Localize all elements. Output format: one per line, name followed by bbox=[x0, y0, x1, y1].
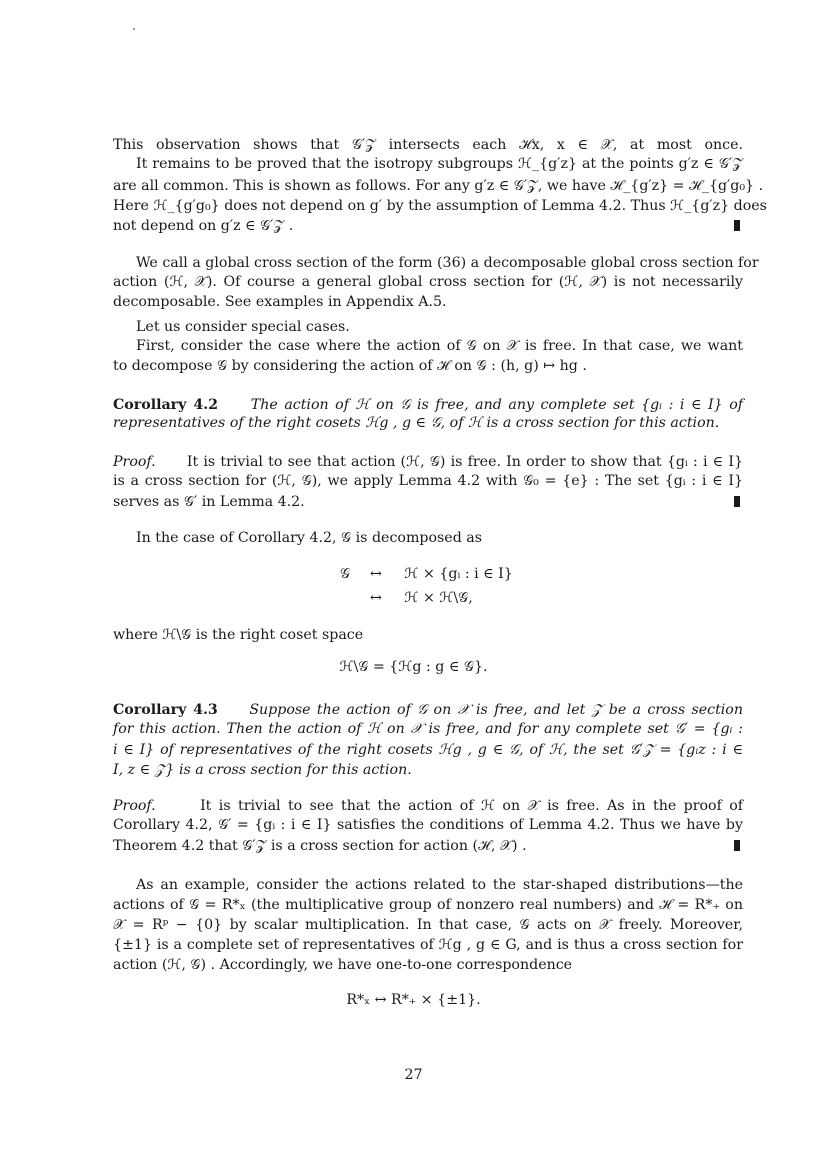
text-line: where ℋ\𝒢 is the right coset space bbox=[113, 627, 364, 643]
proof-line: Corollary 4.2, 𝒢′ = {gᵢ : i ∈ I} satisfies the conditions of Lemma 4.2. Thus we have by bbox=[113, 817, 743, 833]
text-line: action (ℋ, 𝒳). Of course a general global cross section for (ℋ, 𝒳) is not necessarily bbox=[113, 274, 743, 290]
display-equation: R*ₓ ↔ R*₊ × {±1}. bbox=[346, 992, 481, 1008]
corollary-line bbox=[113, 396, 743, 414]
proof-text: It is trivial to see that action (ℋ, 𝒢) is free. In order to show that {gᵢ : i ∈ I} bbox=[186, 454, 744, 470]
corollary-line: I, z ∈ 𝒵} is a cross section for this action. bbox=[113, 762, 412, 778]
display-row: ↔ ℋ × {gᵢ : i ∈ I} bbox=[370, 566, 513, 582]
qed-mark bbox=[734, 496, 740, 507]
proof-line: is a cross section for (ℋ, 𝒢), we apply Lemma 4.2 with 𝒢₀ = {e} : The set {gᵢ : i ∈ I} bbox=[113, 473, 743, 489]
corollary-label: Corollary 4.3 bbox=[113, 702, 218, 718]
corollary-line bbox=[113, 701, 743, 719]
proof-line bbox=[113, 453, 743, 471]
corollary-text: Suppose the action of 𝒢 on 𝒳 is free, and let 𝒵 be a cross section bbox=[249, 702, 743, 718]
display-lhs: 𝒢 bbox=[340, 566, 351, 582]
text-line: It remains to be proved that the isotropy subgroups ℋ_{g′z} at the points g′z ∈ 𝒢′𝒵 bbox=[136, 156, 743, 172]
page-number: 27 bbox=[404, 1067, 423, 1083]
text-line: {±1} is a complete set of representatives of ℋg , g ∈ G, and is thus a cross section for bbox=[113, 937, 743, 953]
scan-speck bbox=[133, 28, 135, 30]
proof-text: It is trivial to see that the action of ℋ on 𝒳 is free. As in the proof of bbox=[200, 798, 744, 814]
text-line: to decompose 𝒢 by considering the action of ℋ on 𝒢 : (h, g) ↦ hg . bbox=[113, 358, 587, 374]
display-equation: ℋ\𝒢 = {ℋg : g ∈ 𝒢}. bbox=[339, 659, 488, 675]
proof-label: Proof. bbox=[113, 798, 156, 814]
proof-line: serves as 𝒢′ in Lemma 4.2. bbox=[113, 494, 305, 510]
text-line: In the case of Corollary 4.2, 𝒢 is decomposed as bbox=[136, 530, 483, 546]
proof-line: Theorem 4.2 that 𝒢′𝒵 is a cross section for action (ℋ, 𝒳) . bbox=[113, 838, 527, 854]
text-line: decomposable. See examples in Appendix A.5. bbox=[113, 294, 447, 310]
text-line: We call a global cross section of the form (36) a decomposable global cross section for bbox=[136, 255, 759, 271]
text-line: not depend on g′z ∈ 𝒢′𝒵 . bbox=[113, 218, 294, 234]
text-line: Here ℋ_{g′g₀} does not depend on g′ by the assumption of Lemma 4.2. Thus ℋ_{g′z} does bbox=[113, 198, 767, 214]
proof-line bbox=[113, 797, 743, 815]
text-line: 𝒳 = Rᵖ − {0} by scalar multiplication. In that case, 𝒢 acts on 𝒳 freely. Moreover, bbox=[113, 917, 743, 933]
text-line: action (ℋ, 𝒢) . Accordingly, we have one-to-one correspondence bbox=[113, 957, 573, 973]
corollary-line: representatives of the right cosets ℋg , g ∈ 𝒢, of ℋ is a cross section for this action. bbox=[113, 415, 720, 431]
qed-mark bbox=[734, 220, 740, 231]
text-line: Let us consider special cases. bbox=[136, 319, 350, 335]
corollary-label: Corollary 4.2 bbox=[113, 397, 219, 413]
text-line: This observation shows that 𝒢′𝒵 intersects each ℋx, x ∈ 𝒳, at most once. bbox=[113, 137, 743, 153]
display-row: ↔ ℋ × ℋ\𝒢, bbox=[370, 590, 473, 606]
text-line: First, consider the case where the action of 𝒢 on 𝒳 is free. In that case, we want bbox=[136, 338, 743, 354]
corollary-line: i ∈ I} of representatives of the right cosets ℋg , g ∈ 𝒢, of ℋ, the set 𝒢′𝒵 = {gᵢz : i ∈ bbox=[113, 742, 743, 758]
proof-label: Proof. bbox=[113, 454, 156, 470]
corollary-text: The action of ℋ on 𝒢 is free, and any complete set {gᵢ : i ∈ I} of bbox=[250, 397, 743, 413]
qed-mark bbox=[734, 840, 740, 851]
text-line: actions of 𝒢 = R*ₓ (the multiplicative group of nonzero real numbers) and ℋ = R*₊ on bbox=[113, 897, 743, 913]
text-line: As an example, consider the actions related to the star-shaped distributions—the bbox=[136, 877, 743, 893]
corollary-line: for this action. Then the action of ℋ on 𝒳 is free, and for any complete set 𝒢′ = {gᵢ : bbox=[113, 721, 743, 737]
text-line: are all common. This is shown as follows. For any g′z ∈ 𝒢′𝒵, we have ℋ_{g′z} = ℋ_{g′g₀} . bbox=[113, 178, 764, 194]
